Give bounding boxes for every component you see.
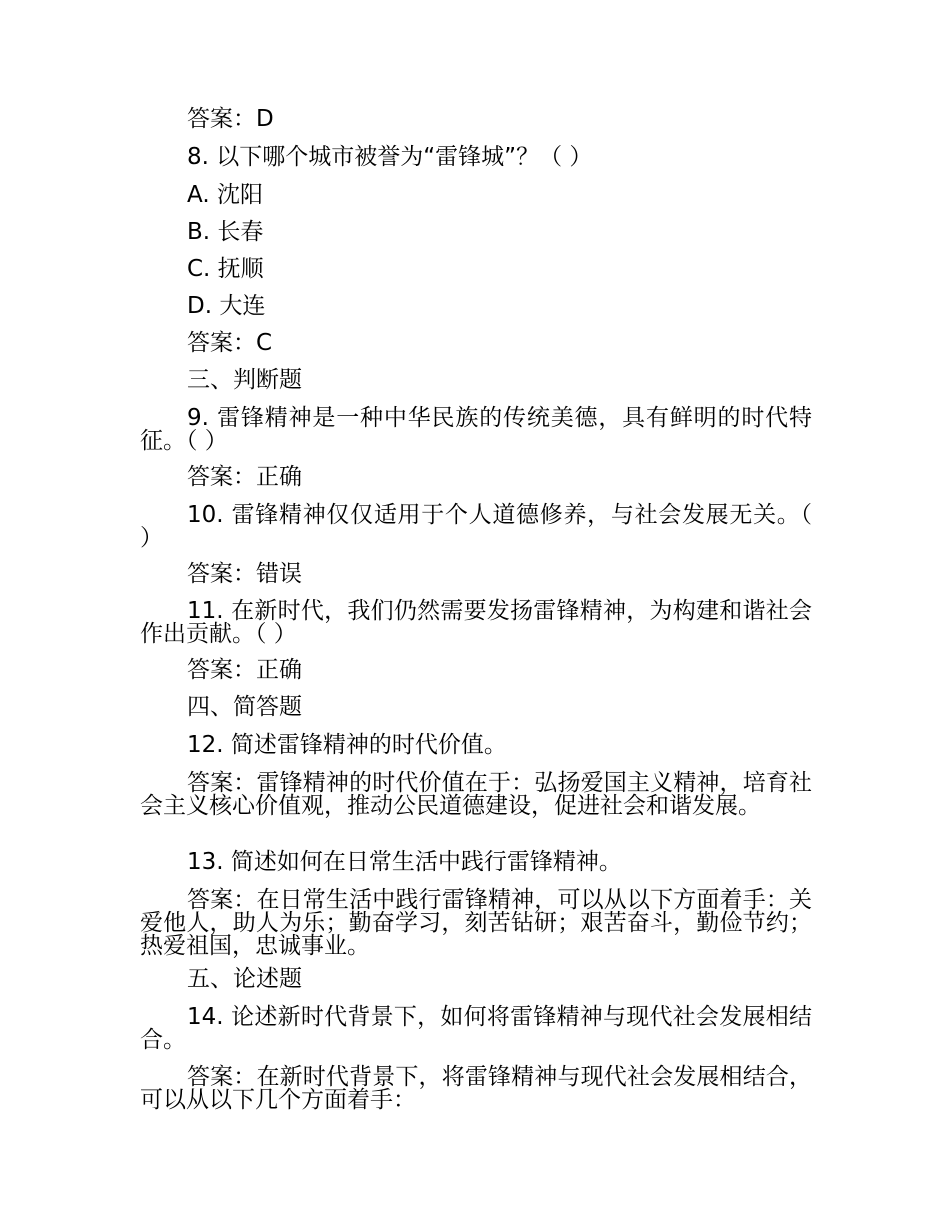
- answer-12: 答案：雷锋精神的时代价值在于：弘扬爱国主义精神，培育社会主义核心价值观，推动公民道德建设，促进社会和谐发展。: [140, 770, 812, 819]
- option-d: D. 大连: [187, 293, 266, 319]
- answer-7: 答案：D: [187, 106, 274, 132]
- option-a: A. 沈阳: [187, 182, 263, 208]
- question-9: 9. 雷锋精神是一种中华民族的传统美德，具有鲜明的时代特征。（ ）: [140, 405, 812, 454]
- question-13: 13. 简述如何在日常生活中践行雷锋精神。: [187, 849, 622, 875]
- answer-13: 答案：在日常生活中践行雷锋精神，可以从以下方面着手：关爱他人，助人为乐；勤奋学习，刻苦钻研；艰苦奋斗，勤俭节约；热爱祖国，忠诚事业。: [140, 887, 812, 959]
- question-10: 10. 雷锋精神仅仅适用于个人道德修养，与社会发展无关。（ ）: [140, 502, 812, 551]
- question-11: 11. 在新时代，我们仍然需要发扬雷锋精神，为构建和谐社会作出贡献。（ ）: [140, 598, 812, 647]
- question-8: 8. 以下哪个城市被誉为“雷锋城”？（ ）: [187, 144, 593, 170]
- section-heading-true-false: 三、判断题: [187, 367, 302, 393]
- option-c: C. 抚顺: [187, 256, 264, 282]
- question-14: 14. 论述新时代背景下，如何将雷锋精神与现代社会发展相结合。: [140, 1004, 812, 1053]
- answer-14: 答案：在新时代背景下，将雷锋精神与现代社会发展相结合，可以从以下几个方面着手：: [140, 1064, 812, 1113]
- answer-11: 答案：正确: [187, 657, 302, 683]
- question-12: 12. 简述雷锋精神的时代价值。: [187, 732, 507, 758]
- answer-9: 答案：正确: [187, 464, 302, 490]
- section-heading-short-answer: 四、简答题: [187, 694, 302, 720]
- section-heading-essay: 五、论述题: [187, 966, 302, 992]
- option-b: B. 长春: [187, 219, 264, 245]
- answer-8: 答案：C: [187, 330, 273, 356]
- answer-10: 答案：错误: [187, 561, 302, 587]
